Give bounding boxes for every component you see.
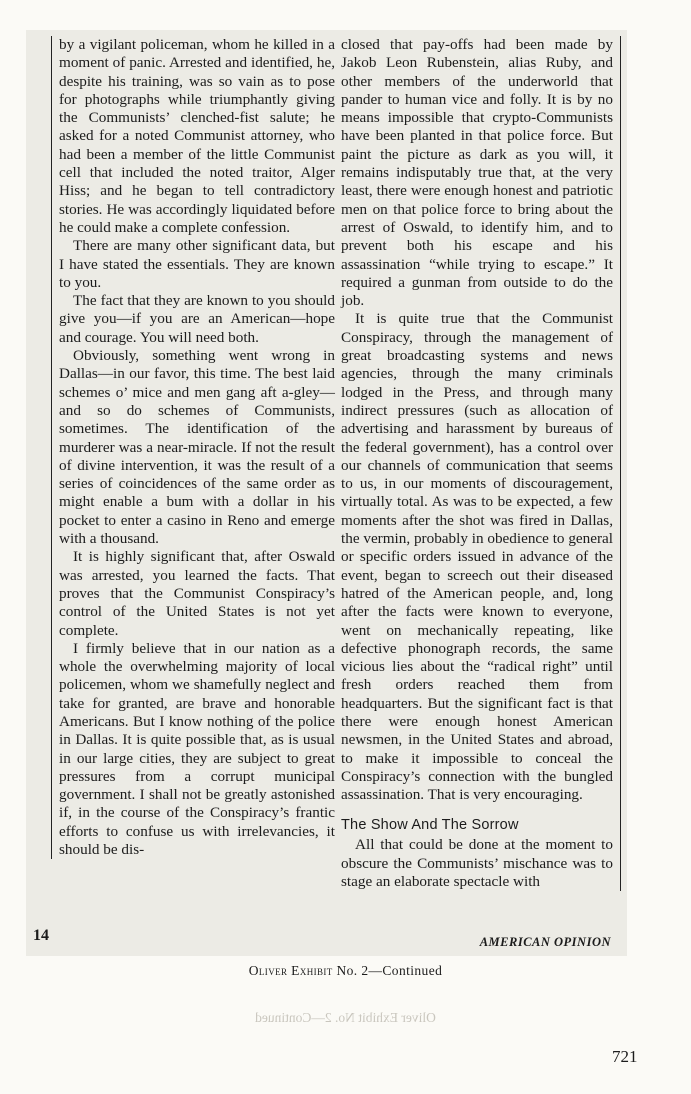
- paragraph: It is highly significant that, after Oswald was arrested, you learned the facts. That proves that the Communist Conspiracy’s control of the United States is not yet complete.: [59, 548, 335, 639]
- section-heading: The Show And The Sorrow: [341, 817, 519, 834]
- exhibit-caption-prefix: Oliver Exhibit: [248, 963, 333, 978]
- paragraph: Obviously, something went wrong in Dallas—in our favor, this time. The best laid schemes o’ mice and men gang aft a-gley—and so do schemes of Communists, sometimes. The identification of the murderer was a near-miracle. If not the result of divine intervention, it was the result of a series of coincidences of the same order as might enable a bum with a dollar in his pocket to enter a casino in Reno and emerge with a thousand.: [59, 347, 335, 548]
- bleed-through-text: Oliver Exhibit No. 2—Continued: [255, 1010, 436, 1025]
- paragraph: All that could be done at the moment to obscure the Communists’ mischance was to stage an elaborate spectacle with: [341, 836, 613, 891]
- page-number: 721: [612, 1047, 638, 1066]
- paragraph: closed that pay-offs had been made by Jakob Leon Rubenstein, alias Ruby, and other members of the underworld that pander to human vice and folly. It is by no means impossible that crypto-Communists have been planted in that police force. But paint the picture as dark as you will, it remains indisputably true that, at the very least, there were enough honest and patriotic men on that police force to bring about the arrest of Oswald, to identify him, and to prevent both his escape and his assassination “while trying to escape.” It required a gunman from outside to do the job.: [341, 36, 613, 310]
- running-footer: AMERICAN OPINION: [479, 935, 611, 949]
- paragraph: by a vigilant policeman, whom he killed in a moment of panic. Arrested and identified, he, despite his training, was so vain as to pose for photographs while triumphantly giving the Communists’ clenched-fist salute; he asked for a noted Communist attorney, who had been a member of the little Communist cell that included the noted traitor, Alger Hiss; and he began to tell contradictory stories. He was accordingly liquidated before he could make a complete confession.: [59, 36, 335, 236]
- left-column: [51, 36, 335, 859]
- paragraph: The fact that they are known to you should give you—if you are an American—hope and courage. You will need both.: [59, 292, 335, 346]
- paragraph: I firmly believe that in our nation as a whole the overwhelming majority of local policemen, whom we shamefully neglect and take for granted, are brave and honorable Americans. But I know nothing of the police in Dallas. It is quite possible that, as is usual in our large cities, they are subject to great pressures from a corrupt municipal government. I shall not be greatly astonished if, in the course of the Conspiracy’s frantic efforts to confuse us with irrelevancies, it should be dis-: [59, 639, 335, 859]
- exhibit-caption: [0, 963, 691, 979]
- paragraph: It is quite true that the Communist Conspiracy, through the management of great broadcasting systems and news agencies, through the many criminals lodged in the Press, and through many indirect pressures (such as allocation of advertising and harassment by bureaus of the federal government), has a control over our channels of communication that seems to us, in our moments of discouragement, virtually total. As was to be expected, a few moments after the shot was fired in Dallas, the vermin, probably in obedience to general or specific orders issued in advance of the event, began to screech out their diseased hatred of the American people, and, long after the facts were known to everyone, went on mechanically repeating, like defective phonograph records, the same vicious lies about the “radical right” until fresh orders reached them from headquarters. But the significant fact is that there were enough honest American newsmen, in the United States and abroad, to make it impossible to conceal the Conspiracy’s connection with the bungled assassination. That is very encouraging.: [341, 310, 614, 804]
- right-column: [341, 36, 621, 891]
- exhibit-caption-number: No. 2—Continued: [336, 963, 443, 978]
- paragraph: There are many other significant data, but I have stated the essentials. They are known to you.: [59, 237, 335, 291]
- folio-number: 14: [33, 927, 49, 944]
